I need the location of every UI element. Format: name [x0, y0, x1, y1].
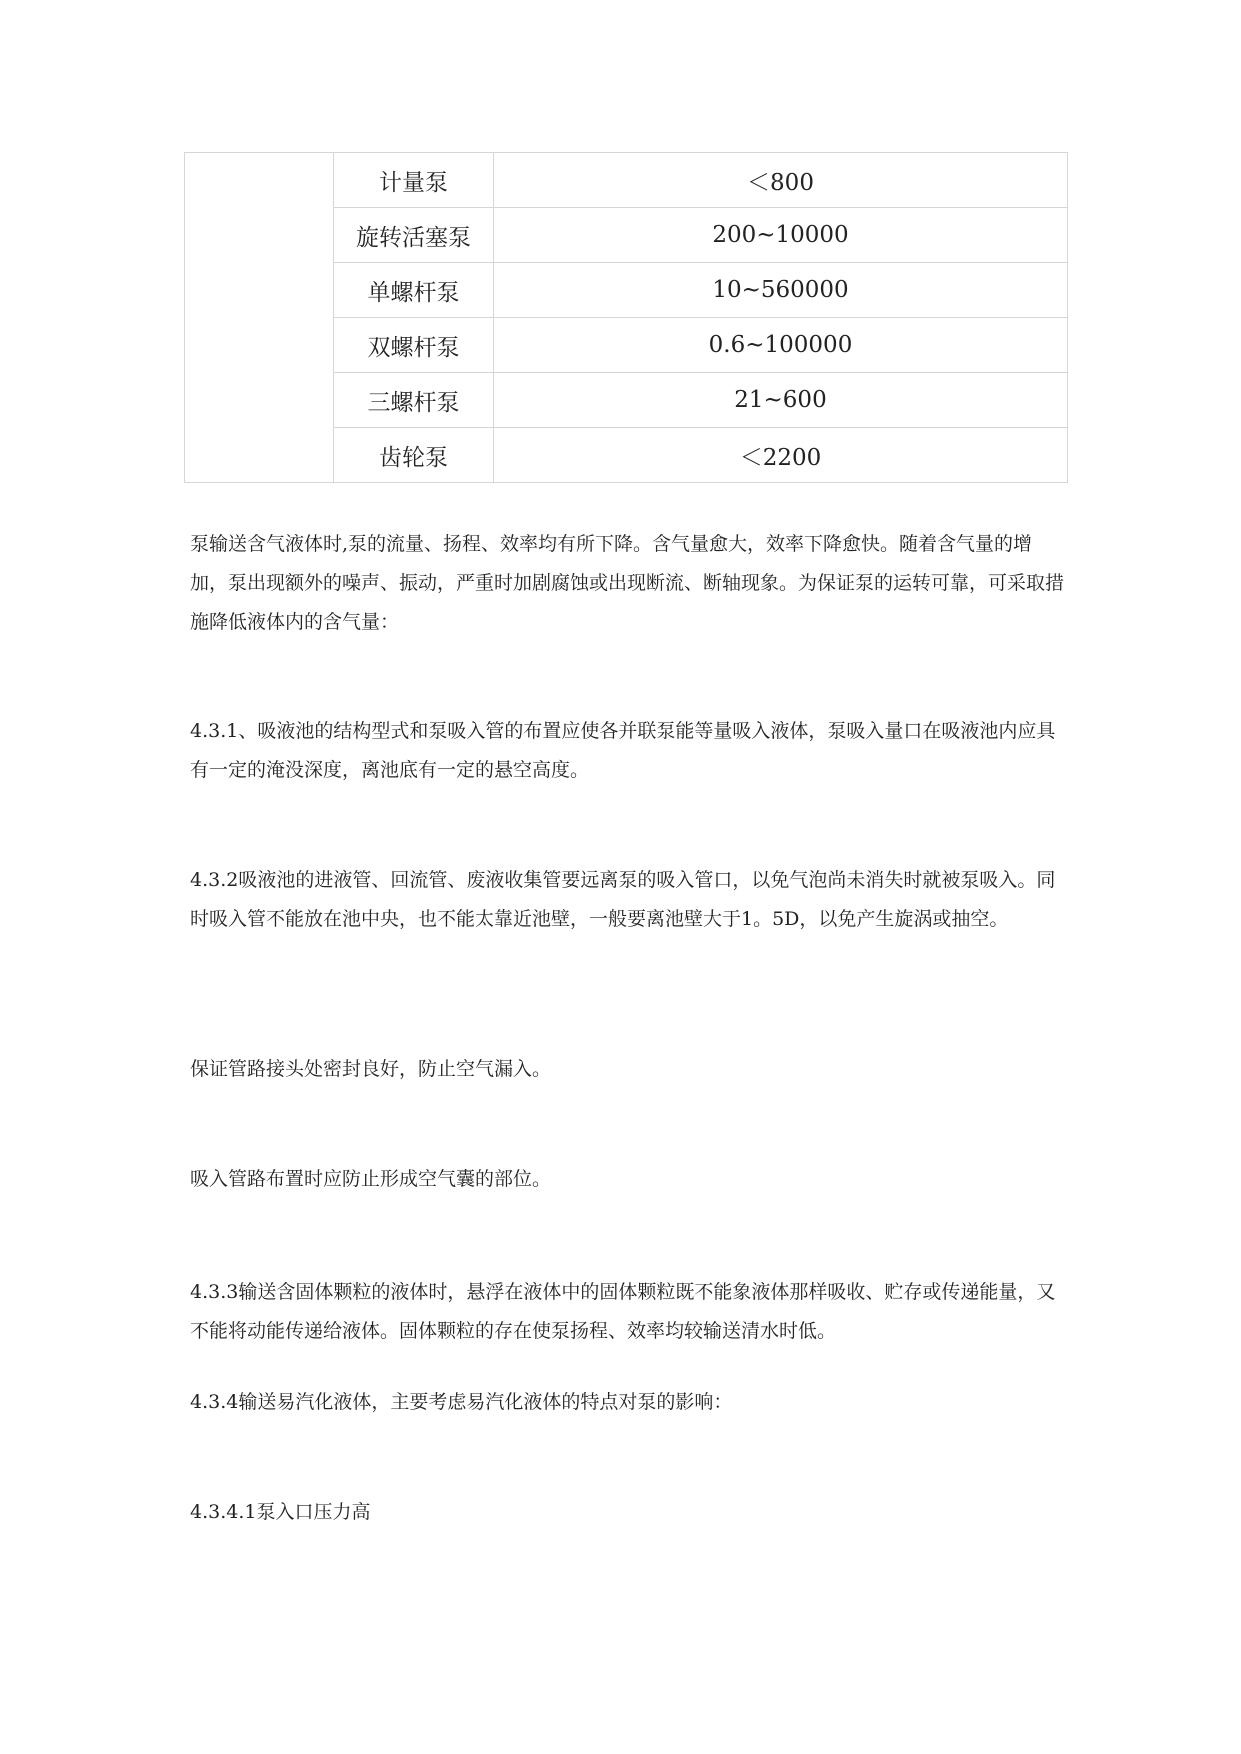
- paragraph-gas-content: 泵输送含气液体时,泵的流量、扬程、效率均有所下降。含气量愈大，效率下降愈快。随着含气量的增加，泵出现额外的噪声、振动，严重时加剧腐蚀或出现断流、断轴现象。为保证泵的运转可靠，可采取措施降低液体内的含气量：: [190, 533, 1065, 633]
- flow-range-cell: 21~600: [494, 373, 1068, 428]
- paragraph-4-3-1: 4.3.1、吸液池的结构型式和泵吸入管的布置应使各并联泵能等量吸入液体，泵吸入量口在吸液池内应具有一定的淹没深度，离池底有一定的悬空高度。: [190, 720, 1056, 781]
- table-merged-blank-cell: [185, 153, 334, 483]
- flow-range-cell: 200~10000: [494, 208, 1068, 263]
- pump-name-cell: 旋转活塞泵: [334, 208, 494, 263]
- paragraph-seal-joints: 保证管路接头处密封良好，防止空气漏入。: [190, 1058, 552, 1080]
- paragraph-4-3-4-1: 4.3.4.1泵入口压力高: [190, 1501, 371, 1523]
- flow-range-cell: ＜800: [494, 153, 1068, 208]
- pump-name-cell: 齿轮泵: [334, 428, 494, 483]
- pump-name-cell: 三螺杆泵: [334, 373, 494, 428]
- paragraph-4-3-2: 4.3.2吸液池的进液管、回流管、废液收集管要远离泵的吸入管口，以免气泡尚未消失时就被泵吸入。同时吸入管不能放在池中央，也不能太靠近池壁，一般要离池壁大于1。5D，以免产生旋涡或抽空。: [190, 869, 1056, 930]
- pump-name-cell: 计量泵: [334, 153, 494, 208]
- flow-range-cell: 0.6~100000: [494, 318, 1068, 373]
- pump-name-cell: 单螺杆泵: [334, 263, 494, 318]
- paragraph-air-pocket: 吸入管路布置时应防止形成空气囊的部位。: [190, 1168, 552, 1190]
- paragraph-4-3-3: 4.3.3输送含固体颗粒的液体时，悬浮在液体中的固体颗粒既不能象液体那样吸收、贮存或传递能量，又不能将动能传递给液体。固体颗粒的存在使泵扬程、效率均较输送清水时低。: [190, 1281, 1056, 1342]
- paragraph-4-3-4: 4.3.4输送易汽化液体，主要考虑易汽化液体的特点对泵的影响：: [190, 1391, 733, 1413]
- flow-range-cell: 10~560000: [494, 263, 1068, 318]
- table-row: [185, 153, 1068, 208]
- pump-flow-table: [184, 152, 1068, 483]
- flow-range-cell: ＜2200: [494, 428, 1068, 483]
- pump-name-cell: 双螺杆泵: [334, 318, 494, 373]
